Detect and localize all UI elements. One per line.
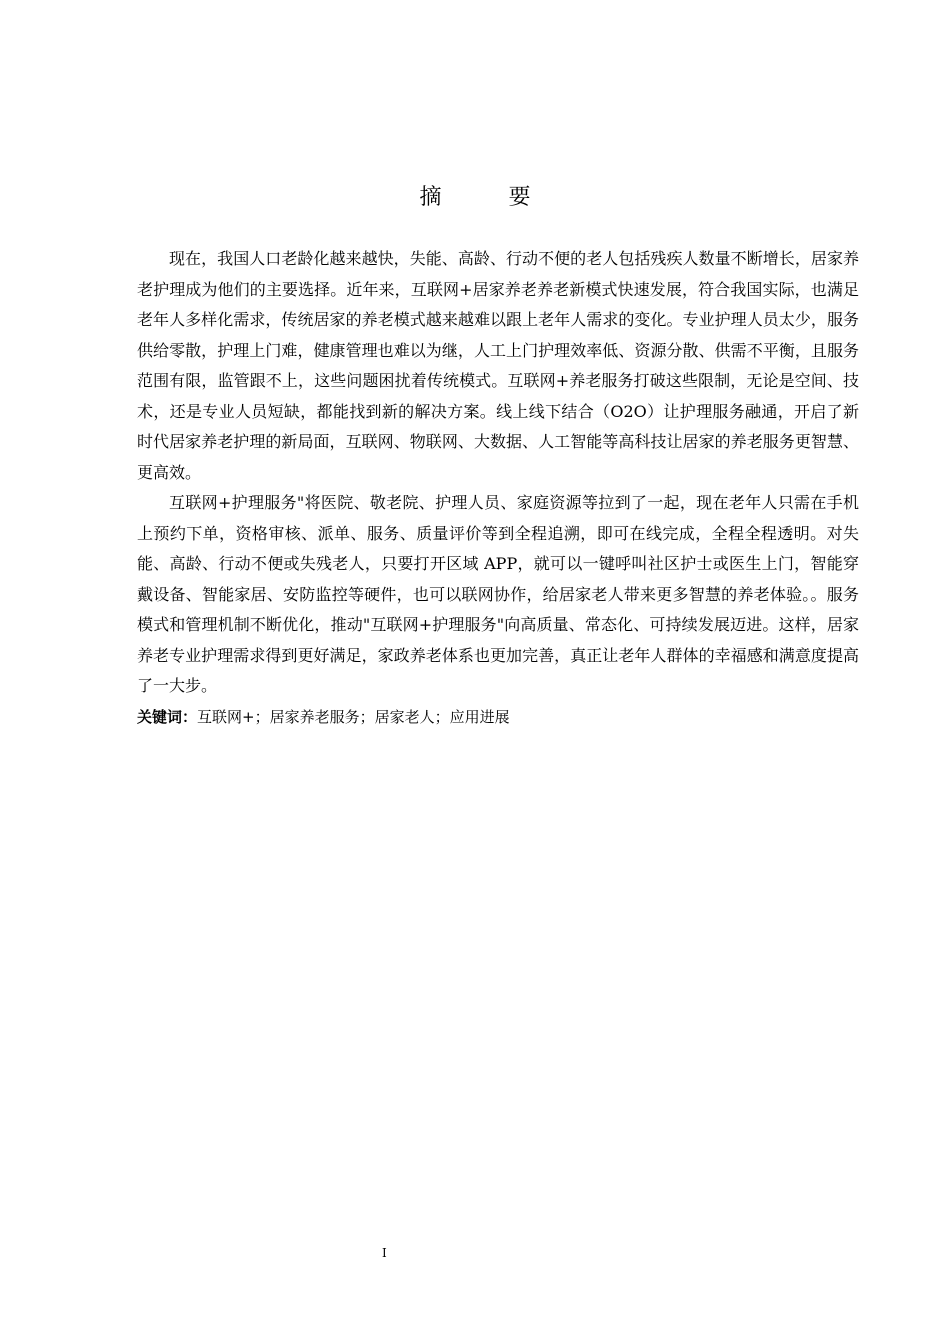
- keywords-line: [137, 702, 859, 733]
- abstract-body: [137, 244, 859, 732]
- keywords-text: 互联网+；居家养老服务；居家老人；应用进展: [197, 707, 510, 726]
- page-number: I: [382, 1246, 387, 1260]
- abstract-title: 摘 要: [419, 185, 561, 210]
- abstract-paragraph: 互联网+护理服务"将医院、敬老院、护理人员、家庭资源等拉到了一起，现在老年人只需在手机上预约下单，资格审核、派单、服务、质量评价等到全程追溯，即可在线完成，全程全程透明。对失能、高龄、行动不便或失残老人，只要打开区域 APP，就可以一键呼叫社区护士或医生上门，智能穿戴设备、智能家居、安防监控等硬件，也可以联网协作，给居家老人带来更多智慧的养老体验。。服务模式和管理机制不断优化，推动"互联网+护理服务"向高质量、常态化、可持续发展迈进。这样，居家养老专业护理需求得到更好满足，家政养老体系也更加完善，真正让老年人群体的幸福感和满意度提高了一大步。: [137, 493, 859, 695]
- abstract-paragraph: 现在，我国人口老龄化越来越快，失能、高龄、行动不便的老人包括残疾人数量不断增长，居家养老护理成为他们的主要选择。近年来，互联网+居家养老养老新模式快速发展，符合我国实际，也满足老年人多样化需求，传统居家的养老模式越来越难以跟上老年人需求的变化。专业护理人员太少，服务供给零散，护理上门难，健康管理也难以为继，人工上门护理效率低、资源分散、供需不平衡，且服务范围有限，监管跟不上，这些问题困扰着传统模式。互联网+养老服务打破这些限制，无论是空间、技术，还是专业人员短缺，都能找到新的解决方案。线上线下结合（O2O）让护理服务融通，开启了新时代居家养老护理的新局面，互联网、物联网、大数据、人工智能等高科技让居家的养老服务更智慧、更高效。: [137, 249, 859, 482]
- keywords-label: 关键词：: [137, 707, 198, 726]
